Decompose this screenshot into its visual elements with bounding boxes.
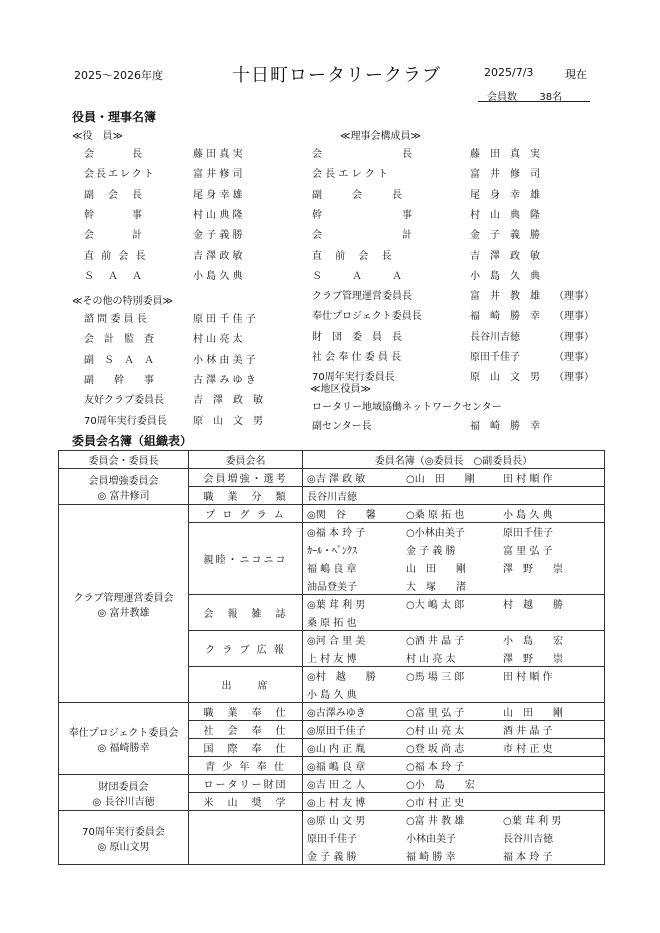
board-name: 尾 身 幸 雄 [470, 189, 540, 201]
special-role: 会 計 監 査 [84, 334, 154, 346]
committee-chair: ◎ 原山文男 [97, 841, 150, 853]
member-names [307, 668, 600, 683]
member-names [307, 560, 600, 575]
board-role: 奉仕プロジェクト委員長 [312, 311, 422, 323]
member-name: 福 本 玲 子 [502, 851, 553, 863]
committee-name: クラブ管理運営委員会 [73, 592, 174, 604]
member-cell [303, 631, 605, 649]
officer-role: Ｓ Ａ Ａ [84, 270, 144, 282]
member-name: ○酒 井 晶 子 [405, 636, 465, 648]
committee-chair: ◎ 長谷川吉徳 [92, 796, 155, 808]
officer-role: 会 長 [84, 149, 144, 160]
member-name: ○小林由美子 [405, 528, 465, 540]
special-role: 副 Ｓ Ａ Ａ [84, 354, 154, 366]
subcommittee-name: ク ラ ブ 広 報 [189, 631, 303, 667]
member-names [307, 614, 600, 629]
member-name: 小 島 宏 [502, 636, 563, 648]
member-name: ○市 村 正 史 [405, 798, 465, 809]
member-name: 原田千佳子 [502, 528, 553, 540]
district-org: ロータリー地域協働ネットワークセンター [312, 402, 502, 413]
member-name: 澤 野 崇 [502, 653, 563, 665]
subcommittee-name: ロータリー財団 [189, 775, 303, 793]
member-name: ◎福 嶋 良 章 [307, 762, 366, 773]
member-count-underline [478, 101, 590, 102]
as-of-date: 2025/7/3 [484, 66, 534, 79]
board-role: 幹 事 [312, 209, 412, 221]
board-name: 藤 田 真 実 [470, 149, 540, 160]
member-name: ◎原田千佳子 [307, 726, 366, 737]
board-name: 原田千佳子 [470, 352, 520, 363]
board-name: 金 子 義 勝 [470, 230, 540, 242]
committee-name: 70周年実行委員会 [82, 826, 165, 838]
member-cell [303, 685, 605, 703]
member-names [307, 776, 600, 791]
board-role: 70周年実行委員長 [312, 372, 395, 384]
member-cell [303, 505, 605, 523]
member-name: ○登 坂 尚 志 [405, 744, 465, 755]
member-name [503, 758, 600, 773]
member-name: 小 島 久 典 [502, 510, 553, 521]
member-name: ○大 嶋 太 郎 [405, 600, 465, 612]
board-name: 村 山 典 隆 [470, 209, 540, 221]
member-cell [303, 613, 605, 631]
member-name [503, 488, 600, 503]
member-names [307, 506, 600, 521]
officer-name: 吉 澤 政 敏 [193, 250, 243, 262]
member-name: ○葉 茸 利 男 [502, 816, 562, 828]
member-name: ◎原 山 文 男 [307, 816, 366, 828]
member-names [307, 470, 600, 485]
member-name: 長谷川吉徳 [307, 492, 357, 503]
member-name: ◎吉 澤 政 敏 [307, 474, 366, 485]
member-name: 村 越 勝 [502, 600, 563, 612]
member-names [307, 830, 600, 845]
member-cell [303, 775, 605, 793]
board-name: 富 井 修 司 [470, 169, 540, 181]
board-note: （理事） [554, 311, 594, 323]
subcommittee-name: プ ロ グ ラ ム [189, 505, 303, 523]
member-name: ◎上 村 友 博 [307, 798, 366, 809]
special-role: 70周年実行委員長 [84, 415, 167, 427]
committee-chair: ◎ 福崎勝幸 [97, 742, 150, 754]
special-name: 古 澤 み ゆ き [193, 374, 256, 386]
member-cell [303, 703, 605, 721]
member-name [406, 686, 503, 701]
member-cell [303, 829, 605, 847]
member-names [307, 794, 600, 809]
district-name: 福 崎 勝 幸 [470, 421, 540, 432]
member-name: ○山 田 剛 [405, 474, 475, 485]
member-name: ○村 山 亮 太 [405, 726, 465, 737]
member-name: ○小 島 宏 [405, 780, 475, 791]
board-name: 富 井 教 雄 [470, 291, 540, 303]
special-role: 諮 問 委 員 長 [84, 314, 147, 325]
subcommittee-name [189, 811, 303, 865]
officers-group-title: ≪役 員≫ [72, 131, 123, 142]
member-names [307, 524, 600, 539]
member-name [503, 686, 600, 701]
header-members: 委員名簿（◎委員長 ○副委員長） [303, 451, 605, 469]
subcommittee-name: 会員増強・選考 [189, 469, 303, 487]
member-count-value: 38名 [539, 92, 563, 103]
member-names [307, 758, 600, 773]
officer-name: 藤 田 真 実 [193, 149, 243, 160]
member-name: ◎葉 茸 利 男 [307, 600, 366, 612]
board-role: Ｓ Ａ Ａ [312, 270, 402, 282]
member-names [307, 686, 600, 701]
officer-role: 直 前 会 長 [84, 250, 148, 262]
member-cell [303, 487, 605, 505]
committee-chair: ◎ 富井教雄 [97, 607, 150, 619]
committee-row [59, 775, 605, 793]
member-name: ○馬 場 三 郎 [405, 672, 465, 684]
subcommittee-name: 青 少 年 奉 仕 [189, 757, 303, 775]
board-role: 会 長 エ レ ク ト [312, 169, 388, 181]
member-names [307, 596, 600, 611]
special-name: 吉 澤 政 敏 [193, 395, 263, 407]
document-title: 十日町ロータリークラブ [232, 65, 441, 86]
board-name: 小 島 久 典 [470, 270, 540, 282]
subcommittee-name: 会 報 雑 誌 [189, 595, 303, 631]
member-names [307, 650, 600, 665]
committee-name: 財団委員会 [98, 781, 149, 793]
member-name: ◎古澤みゆき [307, 708, 366, 719]
officer-role: 会 計 [84, 230, 144, 242]
board-role: 社 会 奉 仕 委 員 長 [312, 352, 402, 363]
as-of-label: 現在 [565, 68, 587, 81]
member-name: ｶｰﾙ・ﾍﾞﾝｸｽ [307, 546, 357, 557]
officer-name: 金 子 義 勝 [193, 230, 243, 242]
committee-name-cell [59, 811, 189, 865]
member-name: 桑 原 拓 也 [307, 617, 357, 629]
member-name: ◎福 本 玲 子 [307, 528, 366, 540]
member-name: ○福 本 玲 子 [405, 762, 465, 773]
officer-name: 村 山 典 隆 [193, 209, 243, 221]
member-name: ○桑 原 拓 也 [405, 510, 465, 521]
member-name: 油品登美子 [307, 581, 357, 593]
board-role: 会 計 [312, 230, 412, 242]
member-names [307, 632, 600, 647]
board-note: （理事） [554, 331, 594, 343]
committee-table-header [59, 451, 605, 469]
member-names [307, 542, 600, 557]
board-role: 会 長 [312, 149, 412, 160]
board-role: クラブ管理運営委員長 [312, 291, 412, 303]
special-name: 原 山 文 男 [193, 415, 263, 427]
special-name: 小 林 由 美 子 [193, 354, 256, 366]
member-name: ◎関 谷 馨 [307, 510, 376, 521]
member-cell [303, 559, 605, 577]
member-name: ◎村 越 勝 [307, 672, 376, 684]
member-name: ○富 里 弘 子 [405, 708, 465, 719]
member-cell [303, 757, 605, 775]
member-name: 澤 野 崇 [502, 564, 563, 575]
member-names [307, 722, 600, 737]
board-name: 原 山 文 男 [470, 372, 540, 384]
committee-name: 会員増強委員会 [88, 475, 159, 487]
member-name: 村 山 亮 太 [405, 653, 456, 665]
committee-row [59, 469, 605, 487]
member-name: ◎山 内 正 胤 [307, 744, 366, 755]
board-note: （理事） [554, 291, 594, 303]
officer-role: 幹 事 [84, 209, 144, 221]
board-group-title: ≪理事会構成員≫ [340, 131, 421, 142]
member-name: 福 嶋 良 章 [307, 564, 357, 575]
member-count-label: 会員数 [487, 92, 517, 103]
member-names [307, 812, 600, 827]
member-cell [303, 721, 605, 739]
member-name: 原田千佳子 [307, 834, 357, 845]
district-role: 副センター長 [312, 421, 372, 432]
board-note: （理事） [554, 352, 594, 363]
member-name: 山 田 剛 [502, 708, 563, 719]
board-name: 長谷川吉徳 [470, 331, 520, 343]
member-name: 田 村 順 作 [502, 672, 553, 684]
member-cell [303, 847, 605, 865]
committee-name-cell [59, 469, 189, 505]
header-subcommittee: 委員会名 [189, 451, 303, 469]
header-committee: 委員会・委員長 [59, 451, 189, 469]
officer-name: 富 井 修 司 [193, 169, 243, 181]
committees-section-title: 委員会名簿（組織表） [72, 434, 193, 448]
member-name: 山 田 剛 [405, 564, 466, 575]
member-cell [303, 577, 605, 595]
officer-name: 尾 身 幸 雄 [193, 189, 243, 201]
member-names [307, 578, 600, 593]
member-cell [303, 739, 605, 757]
member-name: 小 島 久 典 [307, 689, 357, 701]
member-name [503, 614, 600, 629]
committee-name-cell [59, 505, 189, 703]
committee-chair: ◎ 富井修司 [97, 490, 150, 502]
member-names [307, 740, 600, 755]
board-name: 吉 澤 政 敏 [470, 250, 540, 262]
subcommittee-name: 職 業 分 類 [189, 487, 303, 505]
member-cell [303, 667, 605, 685]
committee-table [58, 450, 605, 865]
member-name: 長谷川吉徳 [502, 834, 553, 845]
special-role: 副 幹 事 [84, 374, 154, 386]
committee-row [59, 811, 605, 829]
member-cell [303, 811, 605, 829]
member-name: 福 崎 勝 幸 [405, 851, 456, 863]
member-cell [303, 595, 605, 613]
special-name: 原 田 千 佳 子 [193, 314, 256, 325]
committee-name-cell [59, 775, 189, 811]
member-name: 市 村 正 史 [502, 744, 553, 755]
member-names [307, 488, 600, 503]
member-cell [303, 469, 605, 487]
committee-name-cell [59, 703, 189, 775]
subcommittee-name: 親睦・ニコニコ [189, 523, 303, 595]
district-group-title: ≪地区役員≫ [310, 384, 371, 395]
committee-row [59, 505, 605, 523]
member-cell [303, 793, 605, 811]
member-name: ○富 井 教 雄 [405, 816, 465, 828]
member-name: ◎河 合 里 美 [307, 636, 366, 648]
member-name: 田 村 順 作 [502, 474, 553, 485]
member-cell [303, 541, 605, 559]
member-name: 金 子 義 勝 [405, 546, 456, 557]
member-names [307, 704, 600, 719]
special-group-title: ≪その他の特別委員≫ [72, 296, 173, 307]
board-role: 副 会 長 [312, 189, 402, 201]
committee-row [59, 703, 605, 721]
member-name [503, 794, 600, 809]
board-name: 福 崎 勝 幸 [470, 311, 540, 323]
officer-name: 小 島 久 典 [193, 270, 243, 282]
subcommittee-name: 社 会 奉 仕 [189, 721, 303, 739]
member-cell [303, 523, 605, 541]
board-role: 直 前 会 長 [312, 250, 392, 262]
member-name: 小林由美子 [405, 834, 456, 845]
member-name [406, 488, 503, 503]
subcommittee-name: 出 席 [189, 667, 303, 703]
fiscal-year-label: 2025～2026年度 [74, 69, 163, 82]
special-name: 村 山 亮 太 [193, 334, 243, 346]
board-note: （理事） [554, 372, 594, 384]
member-name: 金 子 義 勝 [307, 851, 357, 863]
member-cell [303, 649, 605, 667]
committee-name: 奉仕プロジェクト委員会 [68, 727, 179, 739]
member-name [406, 614, 503, 629]
member-name [503, 776, 600, 791]
member-name [503, 578, 600, 593]
special-role: 友好クラブ委員長 [84, 395, 164, 407]
officers-section-title: 役員・理事名簿 [72, 110, 157, 124]
subcommittee-name: 国 際 奉 仕 [189, 739, 303, 757]
officer-role: 副 会 長 [84, 189, 144, 201]
member-names [307, 848, 600, 863]
member-name: 富 里 弘 子 [502, 546, 553, 557]
member-name: 上 村 友 博 [307, 653, 357, 665]
subcommittee-name: 職 業 奉 仕 [189, 703, 303, 721]
member-name: ◎吉 田 之 人 [307, 780, 366, 791]
member-name: 酒 井 晶 子 [502, 726, 553, 737]
member-name: 大 塚 渚 [405, 581, 466, 593]
board-role: 財 団 委 員 長 [312, 331, 402, 343]
officer-role: 会長エレクト [84, 169, 156, 181]
subcommittee-name: 米 山 奨 学 [189, 793, 303, 811]
